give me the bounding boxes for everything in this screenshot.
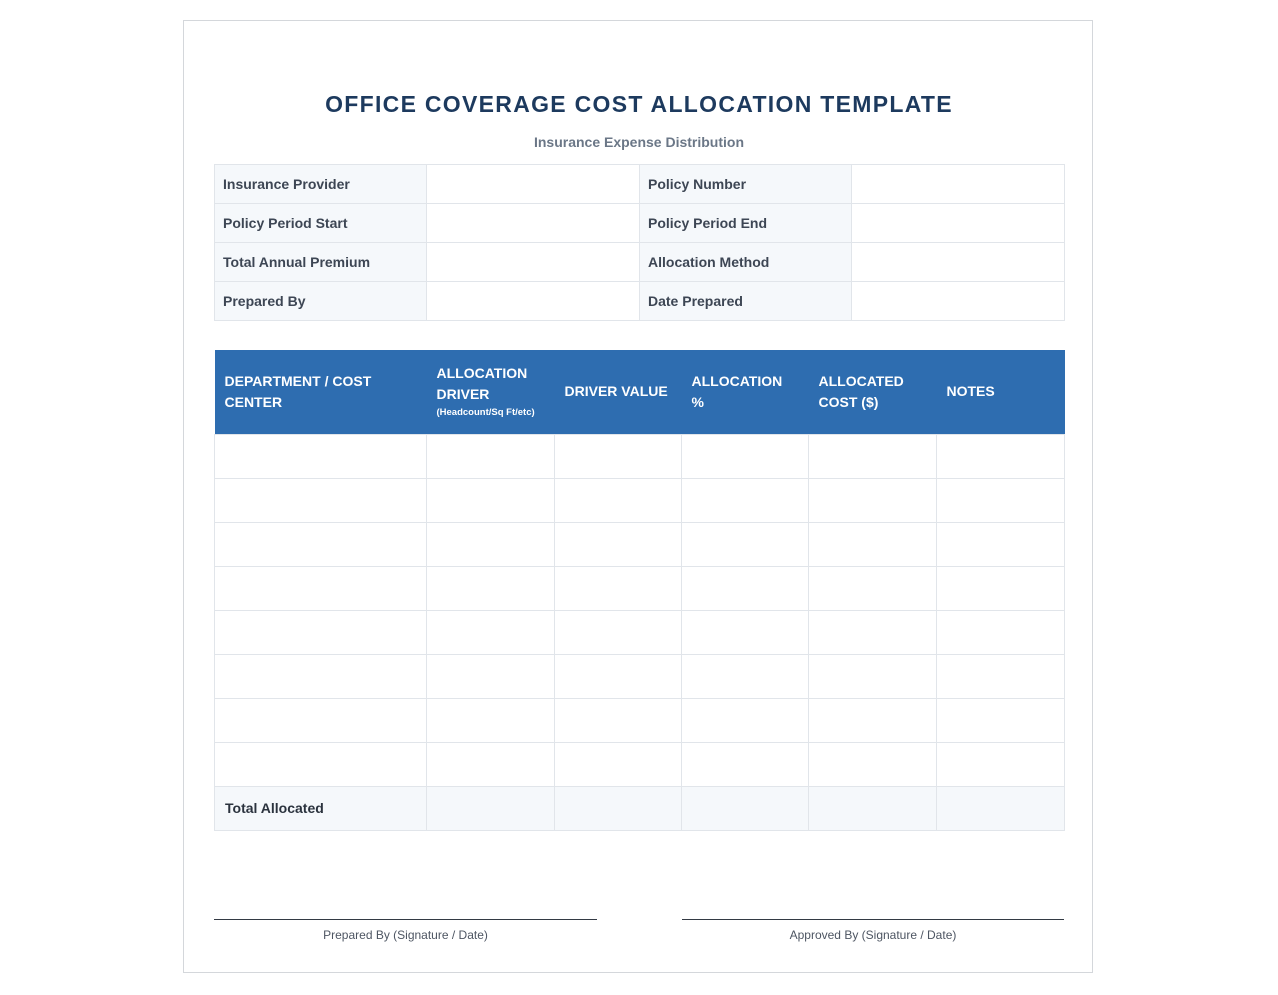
total-label: Total Allocated xyxy=(215,786,427,830)
column-header-department xyxy=(215,350,427,434)
column-header-driver-value xyxy=(555,350,682,434)
allocation-method-label: Allocation Method xyxy=(640,243,852,282)
policy-period-end-label: Policy Period End xyxy=(640,204,852,243)
allocation-row xyxy=(215,522,1065,566)
insurance-provider-field[interactable] xyxy=(427,165,640,204)
allocation-cell[interactable] xyxy=(427,610,555,654)
allocation-cell[interactable] xyxy=(682,522,809,566)
column-header-allocated-cost xyxy=(809,350,937,434)
allocation-cell[interactable] xyxy=(555,698,682,742)
policy-number-label: Policy Number xyxy=(640,165,852,204)
allocation-cell[interactable] xyxy=(215,434,427,478)
page-subtitle: Insurance Expense Distribution xyxy=(533,134,745,150)
allocation-cell[interactable] xyxy=(809,610,937,654)
allocation-cell[interactable] xyxy=(555,654,682,698)
allocation-row xyxy=(215,654,1065,698)
total-cell[interactable] xyxy=(427,786,555,830)
allocation-cell[interactable] xyxy=(809,566,937,610)
date-prepared-label: Date Prepared xyxy=(640,282,852,321)
allocation-cell[interactable] xyxy=(427,478,555,522)
policy-number-field[interactable] xyxy=(852,165,1065,204)
allocation-cell[interactable] xyxy=(937,434,1065,478)
column-header-notes xyxy=(937,350,1065,434)
allocation-cell[interactable] xyxy=(937,478,1065,522)
column-header-allocation-driver xyxy=(427,350,555,434)
allocation-body xyxy=(215,434,1065,830)
allocation-cell[interactable] xyxy=(427,742,555,786)
column-header-allocation-percent xyxy=(682,350,809,434)
column-header-sublabel: (Headcount/Sq Ft/etc) xyxy=(436,406,535,418)
prepared-signature-block xyxy=(214,919,597,942)
allocation-cell[interactable] xyxy=(937,654,1065,698)
allocation-row xyxy=(215,434,1065,478)
allocation-row xyxy=(215,610,1065,654)
allocation-cell[interactable] xyxy=(937,522,1065,566)
allocation-cell[interactable] xyxy=(215,610,427,654)
allocation-cell[interactable] xyxy=(427,566,555,610)
allocation-cell[interactable] xyxy=(937,742,1065,786)
allocation-cell[interactable] xyxy=(809,742,937,786)
allocation-cell[interactable] xyxy=(215,478,427,522)
allocation-cell[interactable] xyxy=(215,698,427,742)
total-annual-premium-field[interactable] xyxy=(427,243,640,282)
prepared-signature-line[interactable] xyxy=(214,919,597,920)
allocation-cell[interactable] xyxy=(682,742,809,786)
allocation-cell[interactable] xyxy=(682,478,809,522)
allocation-cell[interactable] xyxy=(555,742,682,786)
allocation-cell[interactable] xyxy=(809,654,937,698)
allocation-cell[interactable] xyxy=(555,434,682,478)
allocation-cell[interactable] xyxy=(427,654,555,698)
allocation-cell[interactable] xyxy=(215,566,427,610)
document-page xyxy=(183,20,1093,973)
total-annual-premium-label: Total Annual Premium xyxy=(215,243,427,282)
insurance-provider-label: Insurance Provider xyxy=(215,165,427,204)
allocation-cell[interactable] xyxy=(427,698,555,742)
total-cell[interactable] xyxy=(937,786,1065,830)
allocation-cell[interactable] xyxy=(215,654,427,698)
total-cell[interactable] xyxy=(809,786,937,830)
total-cell[interactable] xyxy=(682,786,809,830)
column-header-label: NOTES xyxy=(946,383,995,400)
allocation-cell[interactable] xyxy=(215,742,427,786)
total-cell[interactable] xyxy=(555,786,682,830)
allocation-header-row xyxy=(215,350,1065,434)
approved-signature-caption: Approved By (Signature / Date) xyxy=(789,928,957,942)
allocation-table xyxy=(214,350,1065,831)
policy-period-start-label: Policy Period Start xyxy=(215,204,427,243)
allocation-cell[interactable] xyxy=(682,654,809,698)
allocation-cell[interactable] xyxy=(809,522,937,566)
info-row xyxy=(215,165,1065,204)
allocation-row xyxy=(215,566,1065,610)
policy-info-table xyxy=(214,164,1065,321)
allocation-cell[interactable] xyxy=(682,698,809,742)
allocation-cell[interactable] xyxy=(555,478,682,522)
allocation-cell[interactable] xyxy=(682,434,809,478)
allocation-cell[interactable] xyxy=(427,522,555,566)
column-header-label: ALLOCATED COST ($) xyxy=(818,372,904,410)
allocation-row xyxy=(215,742,1065,786)
prepared-by-label: Prepared By xyxy=(215,282,427,321)
column-header-label: ALLOCATION DRIVER xyxy=(436,364,528,402)
page-title: OFFICE COVERAGE COST ALLOCATION TEMPLATE xyxy=(325,91,953,117)
date-prepared-field[interactable] xyxy=(852,282,1065,321)
allocation-method-field[interactable] xyxy=(852,243,1065,282)
allocation-cell[interactable] xyxy=(809,478,937,522)
info-row xyxy=(215,282,1065,321)
allocation-cell[interactable] xyxy=(809,434,937,478)
prepared-signature-caption: Prepared By (Signature / Date) xyxy=(323,928,488,942)
approved-signature-block xyxy=(682,919,1064,942)
info-row xyxy=(215,204,1065,243)
column-header-label: DRIVER VALUE xyxy=(564,383,668,400)
allocation-cell[interactable] xyxy=(809,698,937,742)
prepared-by-field[interactable] xyxy=(427,282,640,321)
info-row xyxy=(215,243,1065,282)
column-header-label: DEPARTMENT / COST CENTER xyxy=(224,372,372,410)
policy-period-end-field[interactable] xyxy=(852,204,1065,243)
total-row xyxy=(215,786,1065,830)
allocation-cell[interactable] xyxy=(682,566,809,610)
allocation-cell[interactable] xyxy=(682,610,809,654)
allocation-cell[interactable] xyxy=(555,566,682,610)
approved-signature-line[interactable] xyxy=(682,919,1064,920)
allocation-cell[interactable] xyxy=(937,610,1065,654)
allocation-cell[interactable] xyxy=(555,610,682,654)
allocation-row xyxy=(215,478,1065,522)
column-header-label: ALLOCATION % xyxy=(691,372,783,410)
allocation-cell[interactable] xyxy=(215,522,427,566)
allocation-cell[interactable] xyxy=(555,522,682,566)
allocation-cell[interactable] xyxy=(427,434,555,478)
allocation-row xyxy=(215,698,1065,742)
policy-period-start-field[interactable] xyxy=(427,204,640,243)
allocation-cell[interactable] xyxy=(937,698,1065,742)
allocation-cell[interactable] xyxy=(937,566,1065,610)
